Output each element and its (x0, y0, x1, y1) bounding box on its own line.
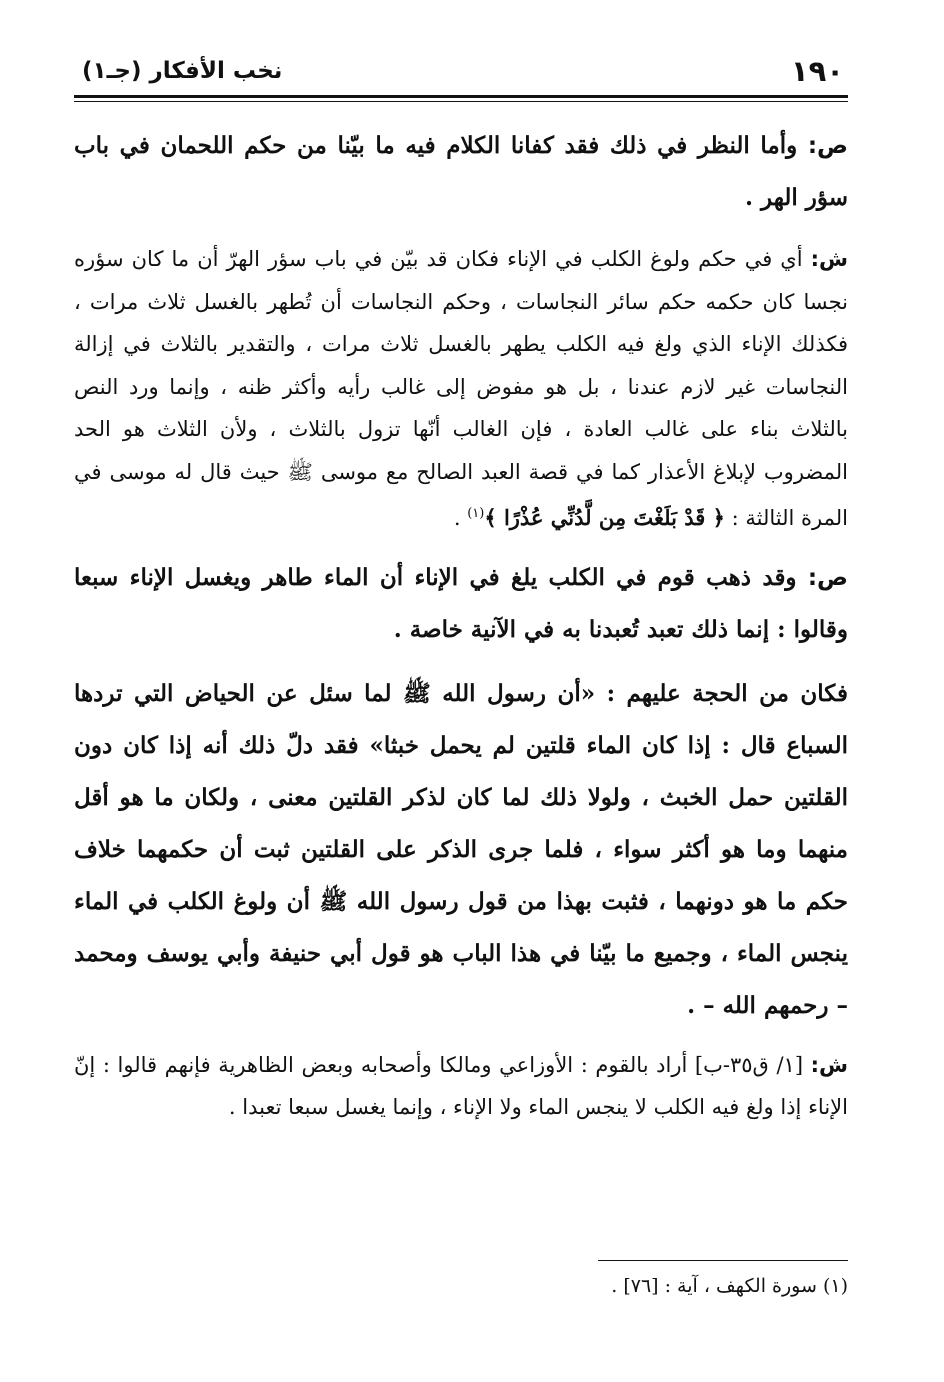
footnote: (١) سورة الكهف ، آية : [٧٦] . (611, 1275, 848, 1297)
paragraph-text: وأما النظر في ذلك فقد كفانا الكلام فيه ما بيّنا من حكم اللحمان في باب سؤر الهر . (74, 132, 848, 211)
paragraph-matn-2 (74, 552, 848, 656)
paragraph-marker: ش: (810, 1052, 849, 1077)
header-rule-thick (74, 95, 848, 98)
paragraph-text: أي في حكم ولوغ الكلب في الإناء فكان قد بيّن في باب سؤر الهرّ أن ما كان سؤره نجسا كان حكمه حكم سائر النجاسات ، وحكم النجاسات أن تُطهر بالغسل ثلاث مرات ، فكذلك الإناء الذي ولغ فيه الكلب يطهر بالغسل ثلاث مرات ، والتقدير بالثلاث في إزالة النجاسات غير لازم عندنا ، بل هو مفوض إلى غالب رأيه وأكثر ظنه ، وإنما ورد النص بالثلاث بناء على غالب العادة ، فإن الغالب أنّها تزول بالثلاث ، ولأن الثلاث هو الحد المضروب لإبلاغ الأعذار كما في قصة العبد الصالح مع موسى ﷺ حيث قال له موسى في المرة الثالثة : (74, 247, 848, 530)
page (74, 52, 849, 1297)
paragraph-marker: ص: (807, 564, 848, 591)
paragraph-sharh-2 (74, 1044, 848, 1129)
footnote-reference[interactable]: (١) (467, 506, 485, 521)
page-header (74, 52, 848, 92)
paragraph-tail: . (453, 506, 468, 530)
paragraph-text: فكان من الحجة عليهم : «أن رسول الله ﷺ لما سئل عن الحياض التي تردها السباع قال : إذا كان الماء قلتين لم يحمل خبثا» فقد دلّ ذلك أنه إذا كان دون القلتين حمل الخبث ، ولولا ذلك لما كان لذكر القلتين معنى ، ولكان ما هو أقل منهما وما هو أكثر سواء ، فلما جرى الذكر على القلتين ثبت أن حكمهما خلاف حكم ما هو دونهما ، فثبت بهذا من قول رسول الله ﷺ أن ولوغ الكلب في الماء ينجس الماء ، وجميع ما بيّنا في هذا الباب هو قول أبي حنيفة وأبي يوسف ومحمد – رحمهم الله – . (74, 679, 848, 1019)
page-number: ١٩٠ (790, 54, 844, 88)
paragraph-text: [١/ ق٣٥-ب] أراد بالقوم : الأوزاعي ومالكا وأصحابه وبعض الظاهرية فإنهم قالوا : إنّ الإناء إذا ولغ فيه الكلب لا ينجس الماء ولا الإناء ، وإنما يغسل سبعا تعبدا . (74, 1052, 848, 1119)
paragraph-text: وقد ذهب قوم في الكلب يلغ في الإناء أن الماء طاهر ويغسل الإناء سبعا وقالوا : إنما ذلك تعبد تُعبدنا به في الآنية خاصة . (74, 563, 848, 643)
header-rule-thin (74, 101, 848, 102)
footnote-separator (598, 1260, 848, 1261)
paragraph-marker: ش: (810, 247, 848, 271)
paragraph-marker: ص: (807, 133, 848, 159)
paragraph-matn-1 (74, 120, 848, 224)
running-title: نخب الأفكار (جـ١) (82, 58, 283, 84)
quran-verse: ﴿ قَدْ بَلَغْتَ مِن لَّدُنِّي عُذْرًا ﴾ (484, 505, 725, 530)
paragraph-sharh-1 (74, 238, 848, 540)
paragraph-matn-3 (74, 668, 848, 1032)
